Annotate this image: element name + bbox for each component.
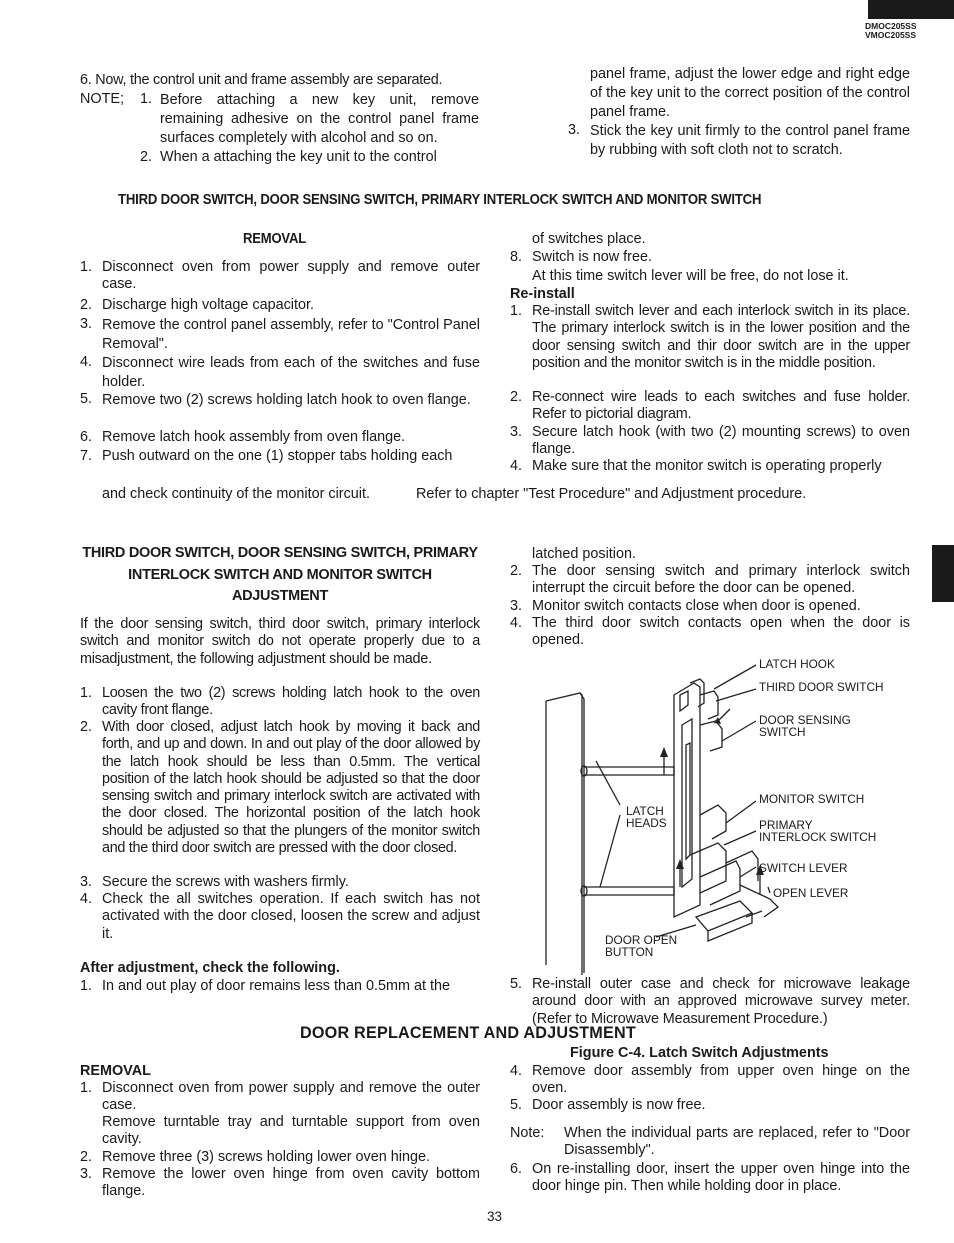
list-item: 4. Remove door assembly from upper oven hinge on the oven. (510, 1063, 910, 1097)
list-item: 3. Monitor switch contacts close when door is opened. (510, 598, 861, 614)
latch-switch-diagram (540, 655, 900, 975)
list-item: 3. Secure the screws with washers firmly. (80, 874, 349, 890)
model-number-2: VMOC205SS (865, 30, 917, 40)
label-door-sensing-1: DOOR SENSING (759, 713, 851, 727)
section-1-title: THIRD DOOR SWITCH, DOOR SENSING SWITCH, PRIMARY INTERLOCK SWITCH AND MONITOR SWITCH (118, 192, 762, 208)
label-latch-heads-2: HEADS (626, 816, 667, 830)
check-1-continued: latched position. (532, 546, 637, 562)
label-primary-2: INTERLOCK SWITCH (759, 830, 877, 844)
note-2-text-a: When a attaching the key unit to the control (160, 149, 437, 165)
list-item: 4. The third door switch contacts open when the door is opened. (510, 615, 910, 649)
label-latch-hook: LATCH HOOK (759, 657, 835, 671)
list-item: 2. Re-connect wire leads to each switches and fuse holder. Refer to pictorial diagram. (510, 389, 910, 423)
list-item: 3. Remove the lower oven hinge from oven cavity bottom flange. (80, 1166, 480, 1200)
section-3-title: DOOR REPLACEMENT AND ADJUSTMENT (300, 1024, 636, 1042)
figure-caption: Figure C-4. Latch Switch Adjustments (570, 1045, 829, 1061)
label-door-open-2: BUTTON (605, 945, 654, 959)
note-2-text-b: panel frame, adjust the lower edge and right edge of the key unit to the correct position of the control panel frame. (590, 66, 910, 120)
label-third-door-switch: THIRD DOOR SWITCH (759, 680, 884, 694)
list-item: 2. Remove three (3) screws holding lower oven hinge. (80, 1149, 430, 1165)
note-3-number: 3. (568, 122, 581, 138)
list-item: 1. Re-install switch lever and each interlock switch in its place. The primary interlock switch is in the lower position and the door sensing switch and thir door switch are in the upper position and the monitor switch is in the middle position. (510, 303, 910, 371)
label-door-open-1: DOOR OPEN (605, 933, 678, 947)
reinstall-4-continued: and check continuity of the monitor circuit. (102, 486, 370, 502)
section-2-title (80, 543, 480, 608)
reinstall-heading: Re-install (510, 286, 575, 302)
list-item: 3. Remove the control panel assembly, refer to "Control Panel Removal". (80, 316, 480, 352)
list-item: 1. Disconnect oven from power supply and remove outer case. (80, 259, 480, 293)
list-item: 1. In and out play of door remains less than 0.5mm at the (80, 978, 450, 994)
list-item: 6. On re-installing door, insert the upper oven hinge into the door hinge pin. Then while holding door in place. (510, 1161, 910, 1195)
list-item: 6. Remove latch hook assembly from oven flange. (80, 429, 406, 445)
list-item: 8. Switch is now free. (510, 249, 652, 265)
section-2-title-line3: ADJUSTMENT (231, 588, 329, 604)
label-door-sensing-2: SWITCH (759, 725, 806, 739)
list-item: 1. Disconnect oven from power supply and remove the outer case. (80, 1080, 480, 1114)
list-item: 4. Disconnect wire leads from each of the switches and fuse holder. (80, 354, 480, 390)
note-1-text: Before attaching a new key unit, remove remaining adhesive on the control panel frame surfaces completely with alcohol and so on. (160, 92, 479, 146)
list-item: 5. Remove two (2) screws holding latch hook to oven flange. (80, 391, 471, 408)
note-label: NOTE; (80, 91, 124, 107)
note-2-number: 2. (140, 149, 153, 165)
section-3-removal-heading: REMOVAL (80, 1063, 151, 1079)
list-item: 7. Push outward on the one (1) stopper tabs holding each (80, 448, 453, 464)
step-7-continued: of switches place. (532, 231, 646, 247)
label-monitor-switch: MONITOR SWITCH (759, 792, 865, 806)
note-3-text: Stick the key unit firmly to the control panel frame by rubbing with soft cloth not to scratch. (590, 123, 910, 158)
step-1-extra: Remove turntable tray and turntable support from oven cavity. (102, 1114, 480, 1148)
after-adjustment-heading: After adjustment, check the following. (80, 960, 340, 976)
page-number: 33 (487, 1209, 503, 1224)
section-2-title-line1: THIRD DOOR SWITCH, DOOR SENSING SWITCH, PRIMARY (82, 545, 478, 561)
header-tab (868, 0, 954, 19)
list-item: 2. Discharge high voltage capacitor. (80, 297, 314, 313)
list-item: 4. Check the all switches operation. If each switch has not activated with the door closed, loosen the screw and adjust it. (80, 891, 480, 942)
list-item: 2. The door sensing switch and primary interlock switch interrupt the circuit before the door can be opened. (510, 563, 910, 597)
list-item: 5. Door assembly is now free. (510, 1097, 706, 1113)
list-item: 4. Make sure that the monitor switch is operating properly (510, 458, 882, 474)
list-item: 5. Re-install outer case and check for microwave leakage around door with an approved microwave survey meter. (Refer to Microwave Measurement Procedure.) (510, 976, 910, 1027)
section-2-title-line2: INTERLOCK SWITCH AND MONITOR SWITCH (128, 566, 432, 583)
note-label: Note: (510, 1125, 545, 1141)
step-8-note: At this time switch lever will be free, do not lose it. (532, 268, 849, 284)
list-item: 3. Secure latch hook (with two (2) mounting screws) to oven flange. (510, 424, 910, 458)
label-open-lever: OPEN LEVER (773, 886, 849, 900)
adjustment-intro: If the door sensing switch, third door switch, primary interlock switch and monitor switch do not operate properly due to a misadjustment, the following adjustment should be made. (80, 616, 480, 667)
note-text: When the individual parts are replaced, refer to "Door Disassembly". (564, 1125, 910, 1159)
reinstall-4-reference: Refer to chapter "Test Procedure" and Adjustment procedure. (416, 486, 807, 502)
list-item: 2. With door closed, adjust latch hook by moving it back and forth, and up and down. In and out play of the door allowed by the latch hook should be less than 0.5mm. The vertical position of the latch hook should be adjusted so that the door sensing switch and primary interlock switch are activated with the door closed. The horizontal position of the latch hook should be adjusted so that the plungers of the monitor switch and the third door switch are pressed with the door closed. (80, 719, 480, 857)
step-6-text: 6. Now, the control unit and frame assembly are separated. (80, 72, 443, 88)
label-switch-lever: SWITCH LEVER (759, 861, 848, 875)
label-latch-heads-1: LATCH (626, 804, 664, 818)
label-primary-1: PRIMARY (759, 818, 813, 832)
removal-heading: REMOVAL (243, 231, 307, 247)
side-tab (932, 545, 954, 602)
model-number-1: DMOC205SS (865, 21, 917, 31)
note-1-number: 1. (140, 91, 153, 107)
list-item: 1. Loosen the two (2) screws holding latch hook to the oven cavity front flange. (80, 685, 480, 719)
